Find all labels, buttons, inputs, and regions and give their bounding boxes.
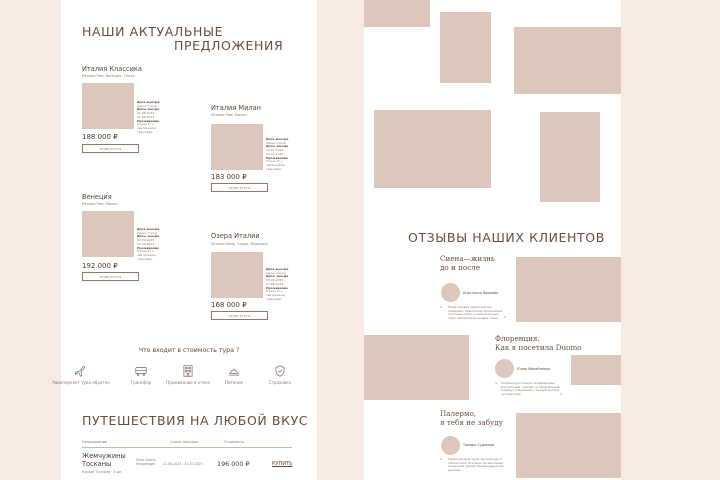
- quote-open-icon: “: [440, 306, 443, 311]
- included-label: Трансфер: [130, 380, 152, 385]
- detail-label-dates: Даты заезда: [137, 234, 160, 239]
- review-image: [516, 413, 621, 478]
- hotel-icon: [181, 364, 195, 378]
- column-header-dates: Сроки поездки: [170, 440, 199, 444]
- row-title-line2: Тосканы: [82, 460, 112, 468]
- tour-subtitle: Италия Рим, Милан: [211, 113, 247, 117]
- review-title: [440, 255, 520, 272]
- book-button[interactable]: записаться: [82, 272, 139, 281]
- review-title: [440, 410, 520, 427]
- detail-dates: 03.09.2023 - 14.09.2023: [137, 238, 157, 246]
- review-text: Удивительный город, вкусная еда и тёплое море. Всё было организовано на высшем уровне. Рекомендую всем друзьям.: [448, 457, 504, 472]
- review-title-line1: Сиена—жизнь: [440, 254, 495, 263]
- detail-label-dates: Даты заезда: [266, 274, 289, 279]
- tour-title: Венеция: [82, 193, 112, 201]
- tour-subtitle: Италия Комо, Гарда, Маджоре: [211, 242, 268, 246]
- detail-label-stay: Проживание: [137, 118, 159, 123]
- gallery-image: [514, 27, 621, 94]
- detail-label-stay: Проживание: [266, 155, 288, 160]
- column-header-direction: Направление: [82, 440, 108, 444]
- gallery-image: [374, 110, 491, 188]
- tour-price: 192 000 ₽: [82, 262, 118, 270]
- tour-details: [137, 228, 169, 261]
- included-item-hotel: [166, 364, 210, 385]
- included-label: Питание: [224, 380, 244, 385]
- airplane-icon: [74, 364, 88, 378]
- tour-subtitle: Италия Рим, Венеция, Генуя: [82, 74, 135, 78]
- tour-image: [211, 124, 263, 170]
- detail-departure: Адрес Город: [137, 103, 157, 108]
- review-title-line2: Как я посетила Duomo: [495, 342, 582, 352]
- quote-close-icon: ”: [560, 393, 563, 398]
- tour-price: 188 000 ₽: [82, 133, 118, 141]
- detail-label-stay: Проживание: [266, 285, 288, 290]
- quote-open-icon: “: [495, 382, 498, 387]
- row-price: 196 000 ₽: [217, 460, 250, 468]
- tours-table-heading: ПУТЕШЕСТВИЯ НА ЛЮБОЙ ВКУС: [82, 413, 309, 428]
- tour-details: [266, 268, 298, 301]
- tour-image: [211, 252, 263, 298]
- gallery-image: [540, 112, 600, 202]
- offers-heading-line2: ПРЕДЛОЖЕНИЯ: [174, 38, 284, 53]
- detail-label-stay: Проживание: [137, 245, 159, 250]
- detail-stay: Отель 4* с завтраками, трансфер: [137, 249, 157, 261]
- tour-details: [137, 101, 169, 134]
- detail-label-departure: Дата выезда: [137, 227, 160, 231]
- row-subtitle: Курорт Тоскана · 5 дн.: [82, 470, 123, 474]
- reviews-heading: ОТЗЫВЫ НАШИХ КЛИЕНТОВ: [408, 230, 605, 245]
- book-button[interactable]: записаться: [82, 144, 139, 153]
- tour-title: Италия Милан: [211, 104, 261, 112]
- review-author: Юлия Михайленко: [517, 367, 551, 371]
- detail-dates: 12.07.2023 - 22.07.2023: [266, 148, 286, 156]
- tour-image: [82, 83, 134, 129]
- column-header-price: Стоимость: [224, 440, 245, 444]
- detail-stay: Отель 4* с завтраками, трансфер: [266, 159, 286, 171]
- book-button[interactable]: записаться: [211, 183, 268, 192]
- table-divider: [82, 447, 292, 448]
- buy-link[interactable]: КУПИТЬ: [272, 461, 293, 467]
- review-author: Тамара Судакова: [463, 443, 495, 447]
- tour-title: Озера Италии: [211, 232, 260, 240]
- review-title-line2: до и после: [440, 262, 481, 272]
- review-image-small: [571, 355, 621, 385]
- tour-price: 168 000 ₽: [211, 301, 247, 309]
- meal-icon: [227, 364, 241, 378]
- review-text: Наша поездка превзошла все ожидания. Прекрасная организация, отличные отели и замечательные гиды. Обязательно поедем снова.: [448, 305, 504, 320]
- detail-dates: 21.08.2023 - 31.08.2023: [137, 111, 157, 119]
- reviews-panel: [364, 0, 621, 480]
- quote-close-icon: ”: [504, 316, 507, 321]
- table-row: [82, 452, 296, 480]
- row-route: Пиза Сиена Флоренция: [136, 458, 156, 466]
- included-label: Авиаперелет туда-обратно: [52, 380, 110, 385]
- avatar: [441, 283, 460, 302]
- book-button[interactable]: записаться: [211, 311, 268, 320]
- detail-label-departure: Дата выезда: [266, 137, 289, 141]
- review-image: [364, 335, 469, 400]
- tour-title: Италия Классика: [82, 65, 142, 73]
- detail-stay: Отель 4* с завтраками, трансфер: [266, 289, 286, 301]
- tour-image: [82, 211, 134, 257]
- review-text: Флоренция оставила незабываемые впечатления. Спасибо за продуманный маршрут и внимание к каждой детали путешествия.: [501, 381, 560, 396]
- included-label: Проживание в отеле: [166, 380, 210, 385]
- detail-label-departure: Дата выезда: [266, 267, 289, 271]
- included-heading: Что входит в стоимость тура ?: [138, 347, 240, 354]
- included-item-transfer: [123, 364, 159, 385]
- review-title-line2: я тебя не забуду: [440, 417, 503, 427]
- offers-heading-line1: НАШИ АКТУАЛЬНЫЕ: [82, 24, 224, 39]
- gallery-image: [364, 0, 430, 27]
- quote-open-icon: “: [440, 458, 443, 463]
- included-item-insurance: [262, 364, 298, 385]
- detail-departure: Адрес Город: [266, 270, 286, 275]
- review-title-line1: Флоренция.: [495, 334, 540, 343]
- tour-details: [266, 138, 298, 171]
- review-title-line1: Палермо,: [440, 409, 477, 418]
- review-title: [495, 335, 605, 352]
- detail-label-dates: Даты заезда: [137, 107, 160, 112]
- detail-stay: Отель 4* с завтраками, трансфер: [137, 122, 157, 134]
- included-item-flight: [52, 364, 110, 385]
- review-image: [516, 257, 621, 322]
- review-author: Анастасия Фролова: [463, 291, 499, 295]
- insurance-icon: [273, 364, 287, 378]
- detail-departure: Адрес Город: [266, 140, 286, 145]
- gallery-image: [440, 12, 491, 83]
- detail-departure: Адрес Город: [137, 230, 157, 235]
- row-title-line1: Жемчужины: [82, 452, 126, 460]
- included-label: Страховка: [268, 380, 292, 385]
- detail-dates: 18.06.2023 - 27.06.2023: [266, 278, 286, 286]
- tour-price: 183 000 ₽: [211, 173, 247, 181]
- avatar: [441, 436, 460, 455]
- bus-icon: [134, 364, 148, 378]
- detail-label-dates: Даты заезда: [266, 144, 289, 149]
- included-item-meals: [216, 364, 252, 385]
- row-dates: 21.08.2023 - 31.10.2023: [163, 462, 203, 466]
- offers-panel: [52, 0, 317, 480]
- detail-label-departure: Дата выезда: [137, 100, 160, 104]
- tour-subtitle: Италия Рим, Милан: [82, 202, 118, 206]
- avatar: [495, 359, 514, 378]
